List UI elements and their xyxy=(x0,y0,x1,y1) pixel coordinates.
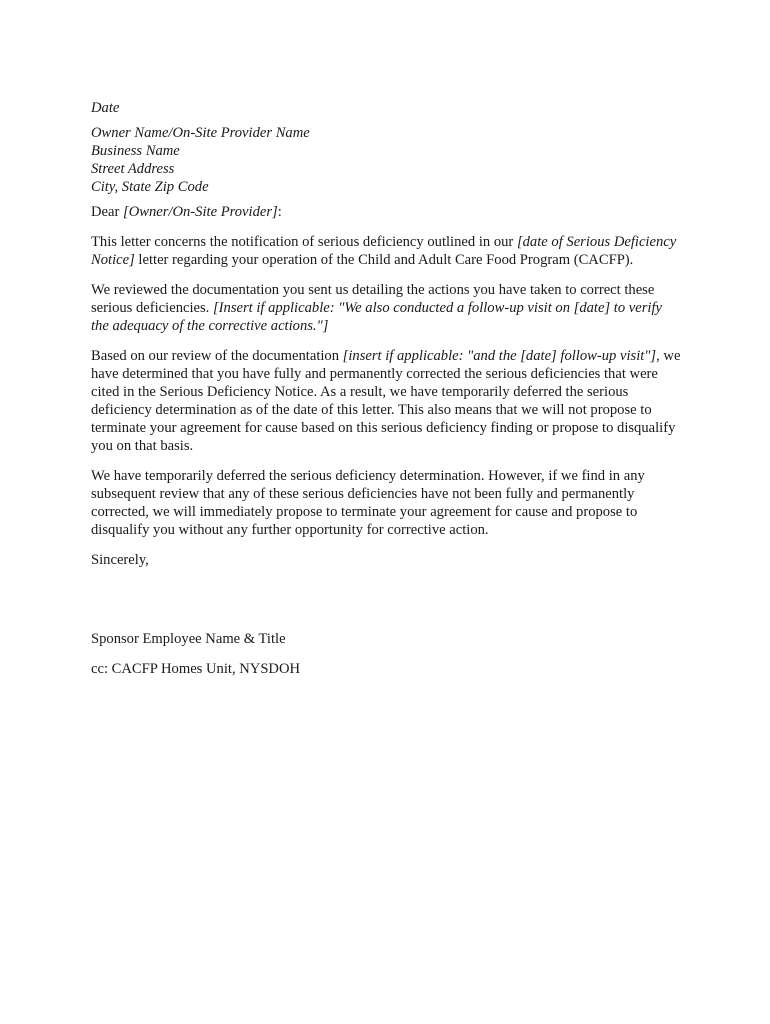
salutation-suffix: : xyxy=(277,204,282,220)
p2-text-a: We reviewed the documentation you sent us detailing the actions you have taken to correct these serious deficiencies. xyxy=(91,282,655,316)
p3-followup-insert: [insert if applicable: "and the [date] follow-up visit"] xyxy=(342,348,657,364)
signature-line: Sponsor Employee Name & Title xyxy=(91,631,286,647)
paragraph-deferral: We have temporarily deferred the serious deficiency determination. However, if we find in any subsequent review that any of these serious deficiencies have not been fully and permanently corrected, we will immediately propose to terminate your agreement for cause and propose to disqualify you without any further opportunity for corrective action. xyxy=(91,468,645,538)
paragraph-notification xyxy=(91,233,681,269)
salutation xyxy=(91,203,681,221)
paragraph-review xyxy=(91,281,681,335)
recipient-business: Business Name xyxy=(91,143,180,159)
recipient-city: City, State Zip Code xyxy=(91,179,209,195)
p3-text-a: Based on our review of the documentation xyxy=(91,348,343,364)
recipient-name: Owner Name/On-Site Provider Name xyxy=(91,125,310,141)
date-line: Date xyxy=(91,100,120,116)
recipient-street: Street Address xyxy=(91,161,175,177)
recipient-address xyxy=(91,124,681,196)
p2-followup-insert: [Insert if applicable: "We also conducted a follow-up visit on [date] to verify the adequacy of the corrective actions."] xyxy=(91,300,662,334)
p1-text-c: letter regarding your operation of the Child and Adult Care Food Program (CACFP). xyxy=(134,252,634,268)
letter-page xyxy=(91,99,681,690)
closing: Sincerely, xyxy=(91,552,149,568)
p3-text-c: , we have determined that you have fully and permanently corrected the serious deficiencies that were cited in the Serious Deficiency Notice. As a result, we have temporarily deferred the serious deficiency determination as of the date of this letter. This also means that we will not propose to terminate your agreement for cause based on this serious deficiency finding or propose to disqualify you on that basis. xyxy=(91,348,681,454)
salutation-prefix: Dear xyxy=(91,204,124,220)
paragraph-determination xyxy=(91,347,681,455)
cc-line: cc: CACFP Homes Unit, NYSDOH xyxy=(91,661,301,677)
p1-text-a: This letter concerns the notification of serious deficiency outlined in our xyxy=(91,234,517,250)
salutation-name: [Owner/On-Site Provider] xyxy=(123,204,278,220)
p1-notice-date: [date of Serious Deficiency Notice] xyxy=(91,234,677,268)
signature-space xyxy=(91,581,681,630)
